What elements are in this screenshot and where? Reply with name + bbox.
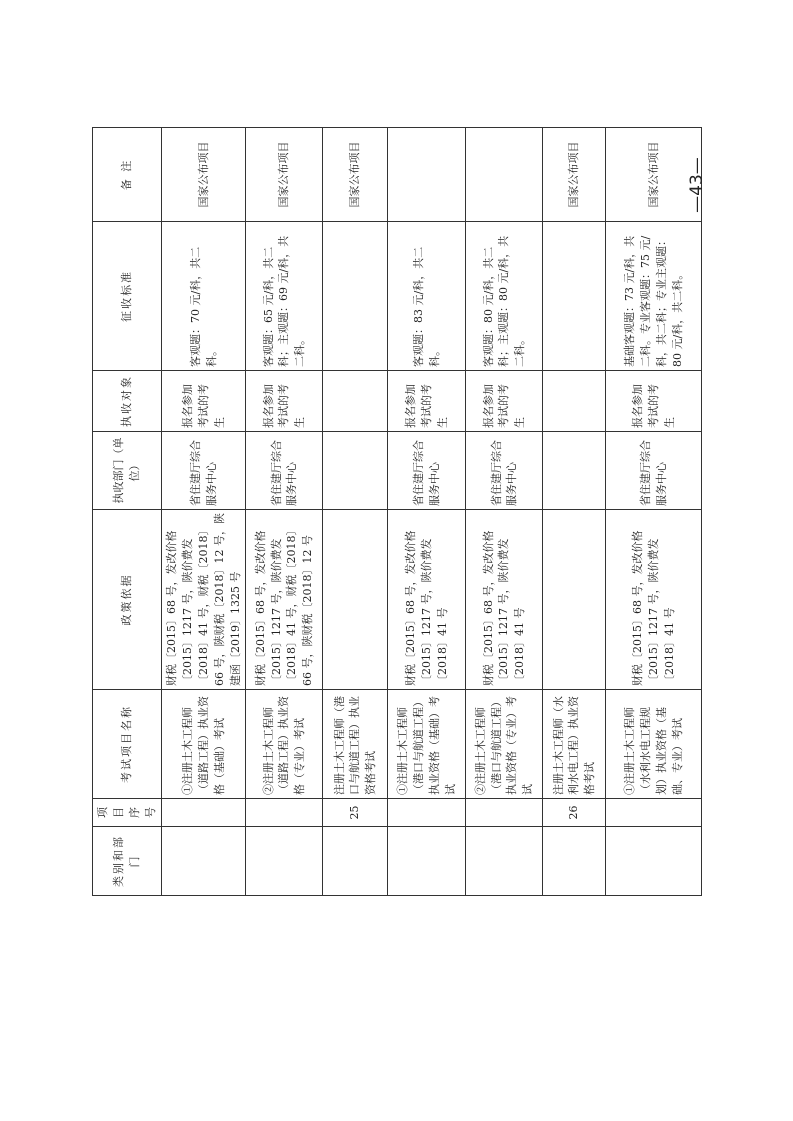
cell-target: 报名参加考试的考生 [161,371,246,432]
cell-dept: 省住建厅综合服务中心 [161,432,246,510]
cell-target: 报名参加考试的考生 [388,371,466,432]
cell-dept [543,432,606,510]
cell-dept [323,432,388,510]
cell-num [388,799,466,827]
cell-dept: 省住建厅综合服务中心 [466,432,543,510]
cell-num [606,799,702,827]
cell-basis: 财税〔2015〕68 号，发改价格〔2015〕1217 号，陕价费发〔2018〕41 号 [388,510,466,690]
cell-category [543,827,606,896]
cell-num: 25 [323,799,388,827]
cell-category [388,827,466,896]
header-standard: 征收标准 [93,222,162,371]
cell-target: 报名参加考试的考生 [466,371,543,432]
cell-target: 报名参加考试的考生 [246,371,323,432]
header-remark: 备 注 [93,128,162,222]
cell-num [466,799,543,827]
header-policy-basis: 政策依据 [93,510,162,690]
table-row [606,128,702,896]
cell-standard: 客观题：65 元/科，共二科；主观题：69 元/科，共二科。 [246,222,323,371]
cell-exam-name: ①注册土木工程师（水利水电工程规划）执业资格（基础、专业）考试 [606,690,702,799]
cell-standard [543,222,606,371]
cell-remark [466,128,543,222]
header-dept: 执收部门（单位） [93,432,162,510]
cell-target [543,371,606,432]
cell-category [246,827,323,896]
page-number [683,150,711,220]
cell-basis [543,510,606,690]
cell-exam-name: 注册土木工程师（港口与航道工程）执业资格考试 [323,690,388,799]
fee-table [92,127,702,896]
cell-standard: 客观题：80 元/科，共二科；主观题：80 元/科，共二科。 [466,222,543,371]
cell-exam-name: ①注册土木工程师（港口与航道工程）执业资格（基础）考试 [388,690,466,799]
cell-basis [323,510,388,690]
cell-basis: 财税〔2015〕68 号，发改价格〔2015〕1217 号，陕价费发〔2018〕41 号，财税〔2018〕66 号，陕财税〔2018〕12 号 [246,510,323,690]
rotated-table-container [92,128,684,896]
cell-category [161,827,246,896]
header-exam-name: 考试项目名称 [93,690,162,799]
table-row [388,128,466,896]
cell-remark [388,128,466,222]
cell-category [606,827,702,896]
page-number-text: —43— [687,157,708,213]
cell-category [323,827,388,896]
cell-dept: 省住建厅综合服务中心 [388,432,466,510]
table-row [543,128,606,896]
cell-dept: 省住建厅综合服务中心 [246,432,323,510]
table-row [246,128,323,896]
table-row [323,128,388,896]
cell-exam-name: ②注册土木工程师（港口与航道工程）执业资格（专业）考试 [466,690,543,799]
table-row [466,128,543,896]
cell-remark: 国家公布项目 [161,128,246,222]
table-header-row [93,128,162,896]
cell-basis: 财税〔2015〕68 号，发改价格〔2015〕1217 号，陕价费发〔2018〕41 号，财税〔2018〕66 号，陕财税〔2018〕12 号，陕建函〔2019〕1325 号 [161,510,246,690]
cell-category [466,827,543,896]
cell-dept: 省住建厅综合服务中心 [606,432,702,510]
cell-target [323,371,388,432]
cell-remark: 国家公布项目 [606,128,702,222]
cell-target: 报名参加考试的考生 [606,371,702,432]
cell-standard: 客观题：83 元/科，共二科。 [388,222,466,371]
cell-exam-name: ②注册土木工程师（道路工程）执业资格（专业）考试 [246,690,323,799]
cell-standard: 基础客观题：73 元/科，共二科。专业客观题：75 元/科，共二科；专业主观题：80 元/科，共二科。 [606,222,702,371]
cell-remark: 国家公布项目 [543,128,606,222]
cell-num [161,799,246,827]
header-category: 类别和部门 [93,827,162,896]
cell-exam-name: ①注册土木工程师（道路工程）执业资格（基础）考试 [161,690,246,799]
cell-standard [323,222,388,371]
cell-exam-name: 注册土木工程师（水利水电工程）执业资格考试 [543,690,606,799]
cell-basis: 财税〔2015〕68 号，发改价格〔2015〕1217 号，陕价费发〔2018〕41 号 [466,510,543,690]
header-item-no: 项目序号 [93,799,162,827]
cell-remark: 国家公布项目 [246,128,323,222]
table-row [161,128,246,896]
cell-basis: 财税〔2015〕68 号，发改价格〔2015〕1217 号，陕价费发〔2018〕41 号 [606,510,702,690]
cell-standard: 客观题：70 元/科，共二科。 [161,222,246,371]
cell-num [246,799,323,827]
header-target: 执收对象 [93,371,162,432]
cell-num: 26 [543,799,606,827]
cell-remark: 国家公布项目 [323,128,388,222]
